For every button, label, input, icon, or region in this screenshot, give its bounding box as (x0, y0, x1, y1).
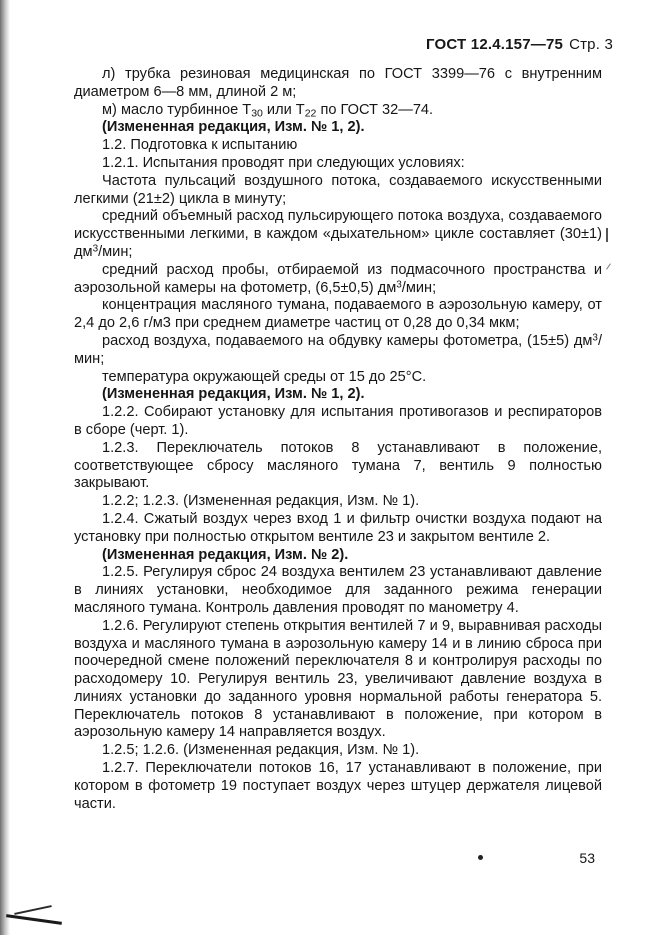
body-paragraph: 1.2.1. Испытания проводят при следующих условиях: (102, 154, 465, 171)
document-body (74, 66, 602, 813)
running-header (426, 36, 613, 53)
body-paragraph: 1.2. Подготовка к испытанию (102, 137, 298, 154)
body-paragraph: 1.2.2. Собирают установку для испытания противогазов и респираторов в сборе (черт. 1). (74, 404, 602, 438)
amendment-note: (Измененная редакция, Изм. № 1, 2). (102, 119, 365, 136)
body-paragraph: 1.2.6. Регулируют степень открытия вентилей 7 и 9, выравнивая расходы воздуха и масляного тумана в аэрозольную камеру 14 и в линию сброса при поочередной смене положений переключателя 8 и контролируя расходы по расходомеру 10. Регулируя вентиль 23, увеличивают давление воздуха в линиях установки до заданного уровня нормальной работы генератора 5. Переключатель потоков 8 устанавливают в положение, при котором в аэрозольную камеру 14 направляется воздух. (74, 617, 602, 741)
amendment-note: (Измененная редакция, Изм. № 2). (102, 546, 349, 563)
amendment-note: (Измененная редакция, Изм. № 1, 2). (102, 386, 365, 403)
body-paragraph: м) масло турбинное $Т_{30}$ или $Т_{22}$ по ГОСТ 32—74. (102, 101, 434, 120)
body-paragraph: 1.2.7. Переключатели потоков 16, 17 устанавливают в положение, при котором в фотометр 19 поступает воздух через штуцер держателя лицевой части. (74, 760, 602, 812)
margin-mark (606, 228, 608, 242)
scan-dot (478, 855, 483, 860)
body-paragraph: 1.2.5; 1.2.6. (Измененная редакция, Изм. № 1). (102, 742, 420, 759)
body-paragraph: 1.2.4. Сжатый воздух через вход 1 и фильтр очистки воздуха подают на установку при полностью открытом вентиле 23 и закрытом вентиле 2. (74, 510, 602, 545)
body-paragraph: 1.2.3. Переключатель потоков 8 устанавливают в положение, соответствующее сбросу масляного тумана 7, вентиль 9 полностью закрывают. (74, 439, 602, 492)
scan-artifact (14, 905, 52, 915)
scan-artifact (6, 914, 62, 925)
body-paragraph: температура окружающей среды от 15 до 25°С. (102, 368, 427, 385)
body-paragraph: 1.2.5. Регулируя сброс 24 воздуха вентилем 23 устанавливают давление в линиях установки, необходимое для заданного режима генерации масляного тумана. Контроль давления проводят по манометру 4. (74, 564, 602, 616)
body-paragraph: Частота пульсаций воздушного потока, создаваемого искусственными легкими (21±2) цикла в минуту; (74, 172, 602, 207)
standard-number: ГОСТ 12.4.157—75 (426, 36, 564, 53)
body-paragraph: средний расход пробы, отбираемой из подмасочного пространства и аэрозольной камеры на фотометр, (6,5±0,5) $дм^3$/мин; (74, 261, 602, 296)
scan-shadow-edge (0, 0, 10, 935)
body-paragraph: расход воздуха, подаваемого на обдувку камеры фотометра, (15±5) $дм^3$/мин; (74, 332, 602, 367)
margin-mark (606, 263, 611, 269)
body-paragraph: концентрация масляного тумана, подаваемого в аэрозольную камеру, от 2,4 до 2,6 г/м3 при среднем диаметре частиц от 0,28 до 0,34 мкм; (74, 297, 602, 332)
page-number: 53 (579, 850, 595, 866)
page-label: Стр. 3 (569, 36, 613, 53)
body-paragraph: л) трубка резиновая медицинская по ГОСТ 3399—76 с внутренним диаметром 6—8 мм, длиной 2 м; (74, 66, 602, 100)
body-paragraph: средний объемный расход пульсирующего потока воздуха, создаваемого искусственными легкими, в каждом «дыхательном» цикле составляет (30±1) $дм^3$/мин; (74, 208, 602, 260)
body-paragraph: 1.2.2; 1.2.3. (Измененная редакция, Изм. № 1). (102, 493, 420, 510)
